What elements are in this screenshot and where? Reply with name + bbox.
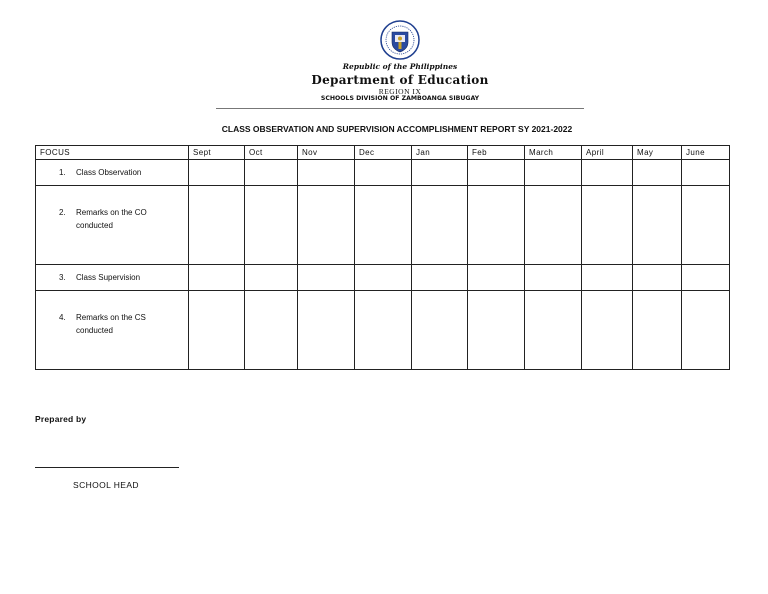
month-header: May bbox=[633, 146, 682, 160]
month-cell bbox=[355, 160, 412, 186]
month-header: Jan bbox=[412, 146, 468, 160]
month-cell bbox=[682, 186, 730, 265]
focus-cell bbox=[36, 265, 189, 291]
month-cell bbox=[412, 291, 468, 370]
month-cell bbox=[633, 186, 682, 265]
focus-header: FOCUS bbox=[36, 146, 189, 160]
table-header-row bbox=[36, 146, 730, 160]
month-cell bbox=[298, 186, 355, 265]
month-cell bbox=[682, 160, 730, 186]
month-cell bbox=[633, 160, 682, 186]
deped-seal-icon bbox=[380, 20, 420, 60]
month-cell bbox=[525, 160, 582, 186]
focus-cell bbox=[36, 186, 189, 265]
focus-cell bbox=[36, 160, 189, 186]
month-cell bbox=[682, 265, 730, 291]
month-cell bbox=[582, 186, 633, 265]
republic-heading: Republic of the Philippines bbox=[342, 62, 458, 71]
month-cell bbox=[298, 160, 355, 186]
month-cell bbox=[412, 265, 468, 291]
table-row bbox=[36, 160, 730, 186]
signature-line bbox=[35, 467, 179, 468]
signatory-label: SCHOOL HEAD bbox=[73, 480, 139, 490]
month-cell bbox=[355, 265, 412, 291]
focus-label: Class Observation bbox=[76, 168, 142, 177]
focus-label: Remarks on the CS conducted bbox=[76, 313, 146, 335]
row-number: 2. bbox=[59, 208, 66, 217]
month-cell bbox=[189, 291, 245, 370]
month-cell bbox=[525, 291, 582, 370]
table-row bbox=[36, 186, 730, 265]
month-header: June bbox=[682, 146, 730, 160]
month-cell bbox=[468, 265, 525, 291]
month-header: Nov bbox=[298, 146, 355, 160]
month-cell bbox=[412, 186, 468, 265]
month-cell bbox=[355, 186, 412, 265]
month-cell bbox=[245, 160, 298, 186]
region-heading: REGION IX bbox=[378, 87, 422, 96]
month-cell bbox=[682, 291, 730, 370]
month-header: Dec bbox=[355, 146, 412, 160]
prepared-by-label: Prepared by bbox=[35, 414, 87, 424]
month-cell bbox=[468, 291, 525, 370]
header-divider bbox=[216, 108, 584, 109]
table-row bbox=[36, 265, 730, 291]
month-cell bbox=[412, 160, 468, 186]
focus-label: Class Supervision bbox=[76, 273, 141, 282]
month-cell bbox=[633, 291, 682, 370]
month-header: March bbox=[525, 146, 582, 160]
table-row bbox=[36, 291, 730, 370]
month-cell bbox=[298, 265, 355, 291]
month-cell bbox=[582, 291, 633, 370]
month-header: April bbox=[582, 146, 633, 160]
month-cell bbox=[633, 265, 682, 291]
month-cell bbox=[525, 186, 582, 265]
accomplishment-table bbox=[35, 145, 730, 370]
focus-label: Remarks on the CO conducted bbox=[76, 208, 147, 230]
row-number: 1. bbox=[59, 168, 66, 177]
report-title: CLASS OBSERVATION AND SUPERVISION ACCOMPLISHMENT REPORT SY 2021-2022 bbox=[221, 124, 573, 134]
month-cell bbox=[245, 291, 298, 370]
month-cell bbox=[468, 186, 525, 265]
month-cell bbox=[525, 265, 582, 291]
month-cell bbox=[245, 265, 298, 291]
month-cell bbox=[189, 160, 245, 186]
month-header: Oct bbox=[245, 146, 298, 160]
month-header: Feb bbox=[468, 146, 525, 160]
department-heading: Department of Education bbox=[311, 73, 489, 87]
month-cell bbox=[468, 160, 525, 186]
month-header: Sept bbox=[189, 146, 245, 160]
month-cell bbox=[355, 291, 412, 370]
division-heading: SCHOOLS DIVISION OF ZAMBOANGA SIBUGAY bbox=[320, 95, 480, 102]
month-cell bbox=[582, 160, 633, 186]
month-cell bbox=[189, 265, 245, 291]
month-cell bbox=[189, 186, 245, 265]
month-cell bbox=[298, 291, 355, 370]
month-cell bbox=[582, 265, 633, 291]
row-number: 4. bbox=[59, 313, 66, 322]
row-number: 3. bbox=[59, 273, 66, 282]
month-cell bbox=[245, 186, 298, 265]
focus-cell bbox=[36, 291, 189, 370]
